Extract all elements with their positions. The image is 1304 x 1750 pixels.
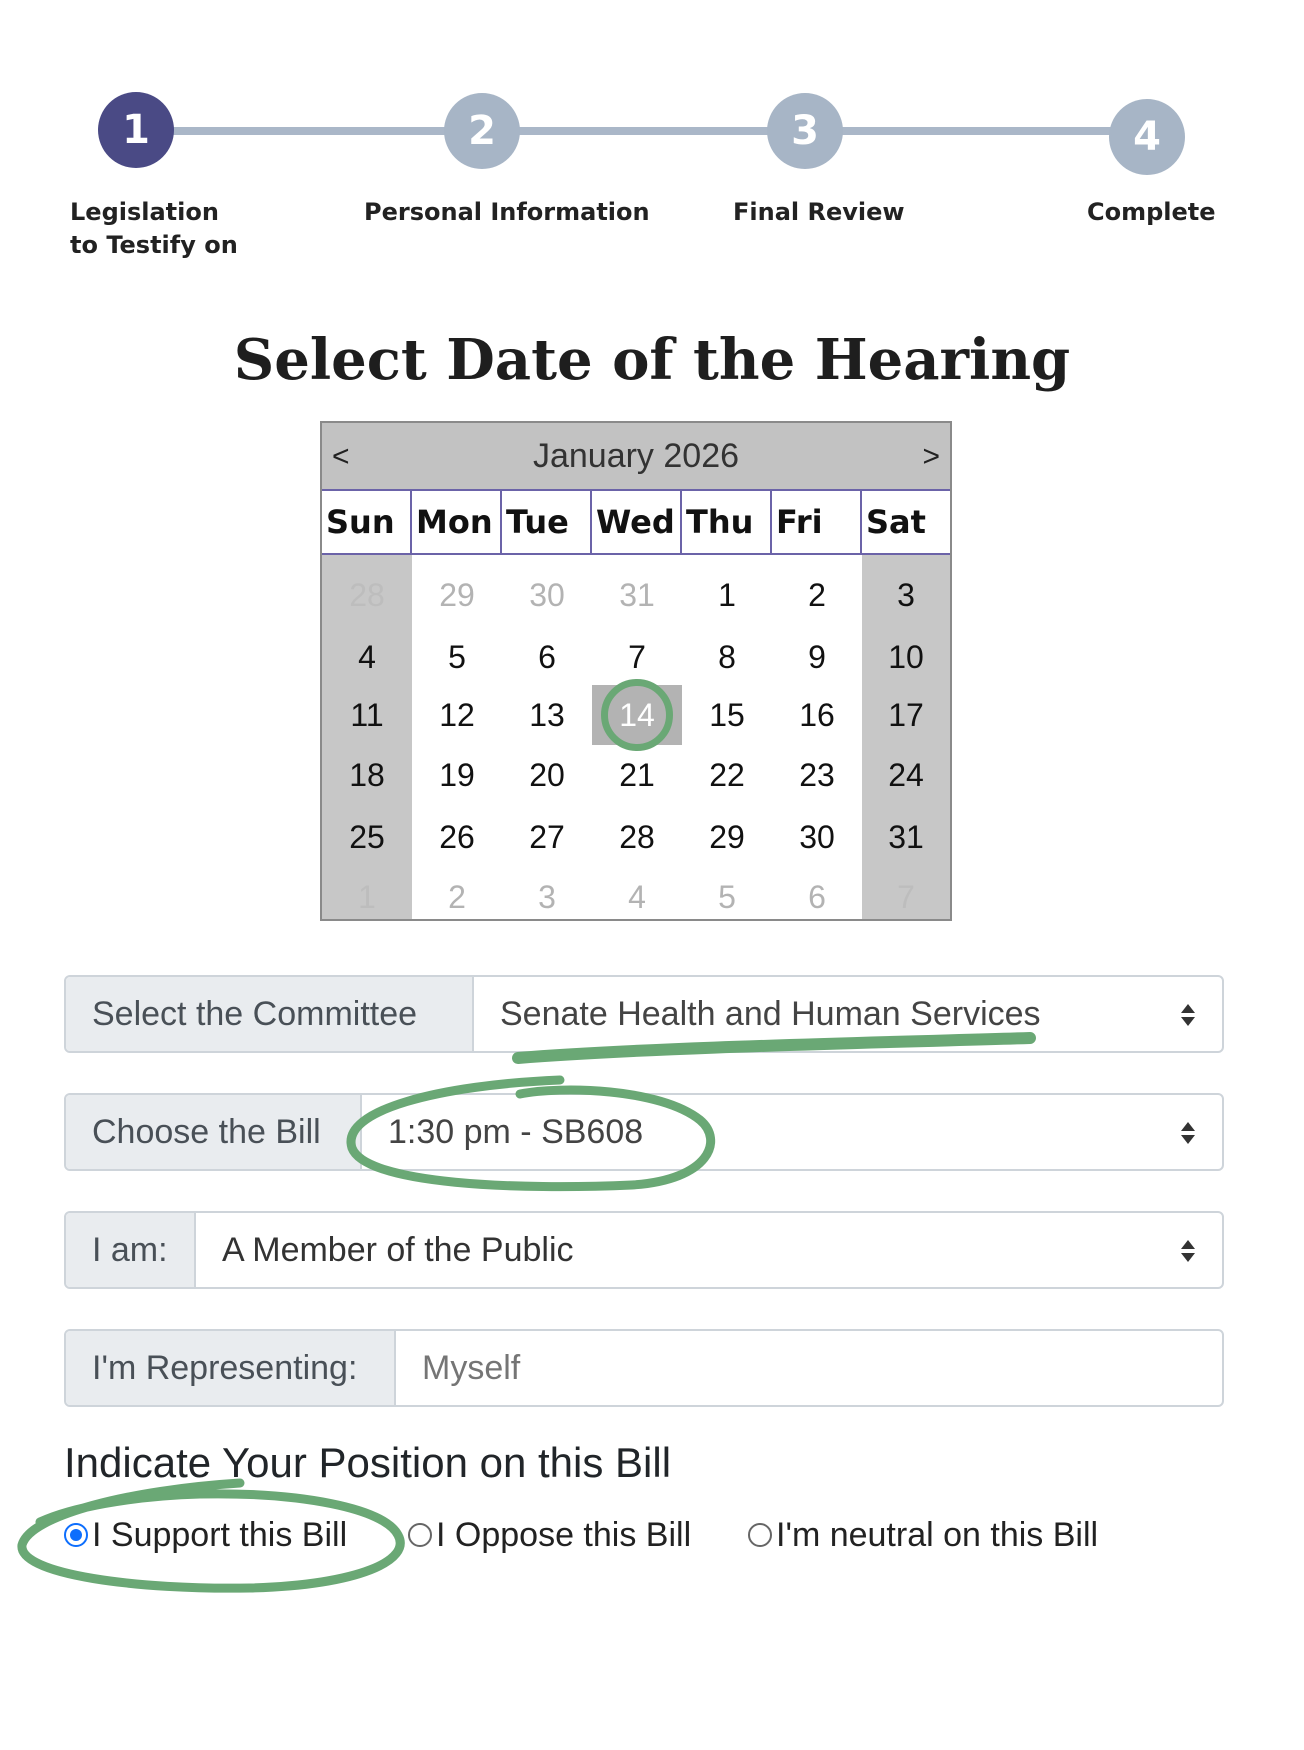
calendar-day[interactable]: 26 (439, 819, 475, 855)
calendar-day[interactable]: 16 (799, 697, 835, 733)
step-1-label-line1: Legislation (70, 198, 219, 226)
radio-oppose-option[interactable] (408, 1510, 691, 1560)
date-picker-calendar (320, 421, 952, 921)
calendar-day[interactable]: 2 (808, 577, 826, 613)
representing-label: I'm Representing: (66, 1331, 396, 1405)
weekday-sat: Sat (862, 491, 950, 555)
weekday-thu: Thu (682, 491, 772, 555)
weekday-fri: Fri (772, 491, 862, 555)
calendar-day: 31 (619, 577, 655, 613)
calendar-day-selected[interactable]: 14 (592, 685, 682, 745)
step-1-label (70, 196, 238, 262)
radio-oppose-label[interactable]: I Oppose this Bill (436, 1515, 692, 1554)
calendar-day[interactable]: 3 (897, 577, 915, 613)
calendar-day: 7 (897, 879, 915, 915)
calendar-day-grid (322, 555, 950, 919)
bill-select[interactable] (362, 1095, 1222, 1169)
step-2-label: Personal Information (364, 198, 650, 226)
committee-select[interactable] (474, 977, 1222, 1051)
weekday-wed: Wed (592, 491, 682, 555)
calendar-day[interactable]: 27 (529, 819, 565, 855)
select-arrows-icon (1180, 1121, 1196, 1145)
step-1-circle: 1 (98, 92, 174, 168)
progress-stepper (0, 0, 1304, 270)
calendar-day: 3 (538, 879, 556, 915)
calendar-day[interactable]: 19 (439, 757, 475, 793)
calendar-day[interactable]: 22 (709, 757, 745, 793)
calendar-day: 2 (448, 879, 466, 915)
page-title: Select Date of the Hearing (233, 327, 1071, 393)
calendar-day[interactable]: 25 (349, 819, 385, 855)
calendar-day[interactable]: 6 (538, 639, 556, 675)
calendar-day: 4 (628, 879, 646, 915)
calendar-day[interactable]: 23 (799, 757, 835, 793)
calendar-day: 5 (718, 879, 736, 915)
radio-support-option[interactable] (64, 1510, 347, 1560)
select-arrows-icon (1180, 1239, 1196, 1263)
radio-support[interactable] (64, 1523, 88, 1547)
calendar-day[interactable]: 10 (888, 639, 924, 675)
radio-neutral-label[interactable]: I'm neutral on this Bill (776, 1515, 1099, 1554)
calendar-day[interactable]: 29 (709, 819, 745, 855)
radio-neutral-option[interactable] (748, 1510, 1098, 1560)
calendar-day: 28 (349, 577, 385, 613)
calendar-day[interactable]: 21 (619, 757, 655, 793)
bill-select-group (64, 1093, 1224, 1171)
calendar-day[interactable]: 28 (619, 819, 655, 855)
calendar-day[interactable]: 1 (718, 577, 736, 613)
calendar-day[interactable]: 20 (529, 757, 565, 793)
step-1-label-line2: to Testify on (70, 231, 238, 259)
position-heading: Indicate Your Position on this Bill (64, 1439, 672, 1486)
i-am-select-group (64, 1211, 1224, 1289)
calendar-next-button[interactable]: > (922, 440, 940, 473)
step-4-label: Complete (1087, 198, 1216, 226)
calendar-day[interactable]: 15 (709, 697, 745, 733)
committee-select-value: Senate Health and Human Services (500, 995, 1041, 1033)
calendar-day[interactable]: 4 (358, 639, 376, 675)
representing-input-group (64, 1329, 1224, 1407)
calendar-day[interactable]: 11 (350, 697, 384, 733)
calendar-day: 30 (529, 577, 565, 613)
calendar-day[interactable]: 30 (799, 819, 835, 855)
calendar-day[interactable]: 8 (718, 639, 736, 675)
weekday-tue: Tue (502, 491, 592, 555)
calendar-day[interactable]: 18 (349, 757, 385, 793)
weekday-mon: Mon (412, 491, 502, 555)
calendar-day[interactable]: 24 (888, 757, 924, 793)
i-am-select-value: A Member of the Public (222, 1231, 574, 1269)
committee-select-group (64, 975, 1224, 1053)
i-am-label: I am: (66, 1213, 196, 1287)
calendar-day[interactable]: 5 (448, 639, 466, 675)
calendar-month-label: January 2026 (532, 437, 740, 475)
representing-input[interactable] (396, 1331, 1222, 1405)
i-am-select[interactable] (196, 1213, 1222, 1287)
radio-neutral[interactable] (748, 1523, 772, 1547)
step-4-circle: 4 (1109, 99, 1185, 175)
committee-label: Select the Committee (66, 977, 474, 1051)
calendar-day: 6 (808, 879, 826, 915)
calendar-weekday-row (322, 491, 950, 555)
radio-oppose[interactable] (408, 1523, 432, 1547)
step-2-circle: 2 (444, 93, 520, 169)
calendar-day[interactable]: 7 (628, 639, 646, 675)
step-3-circle: 3 (767, 93, 843, 169)
calendar-day[interactable]: 31 (888, 819, 924, 855)
calendar-day: 29 (439, 577, 475, 613)
calendar-day[interactable]: 9 (808, 639, 826, 675)
calendar-header (322, 423, 950, 491)
calendar-day[interactable]: 13 (529, 697, 565, 733)
weekday-sun: Sun (322, 491, 412, 555)
calendar-day[interactable]: 17 (888, 697, 924, 733)
stepper-line (170, 127, 1120, 135)
select-arrows-icon (1180, 1003, 1196, 1027)
step-3-label: Final Review (733, 198, 905, 226)
calendar-day: 1 (358, 879, 376, 915)
radio-support-label[interactable]: I Support this Bill (92, 1515, 348, 1554)
bill-label: Choose the Bill (66, 1095, 362, 1169)
calendar-day[interactable]: 12 (439, 697, 475, 733)
bill-select-value: 1:30 pm - SB608 (388, 1113, 644, 1151)
calendar-prev-button[interactable]: < (332, 440, 350, 473)
